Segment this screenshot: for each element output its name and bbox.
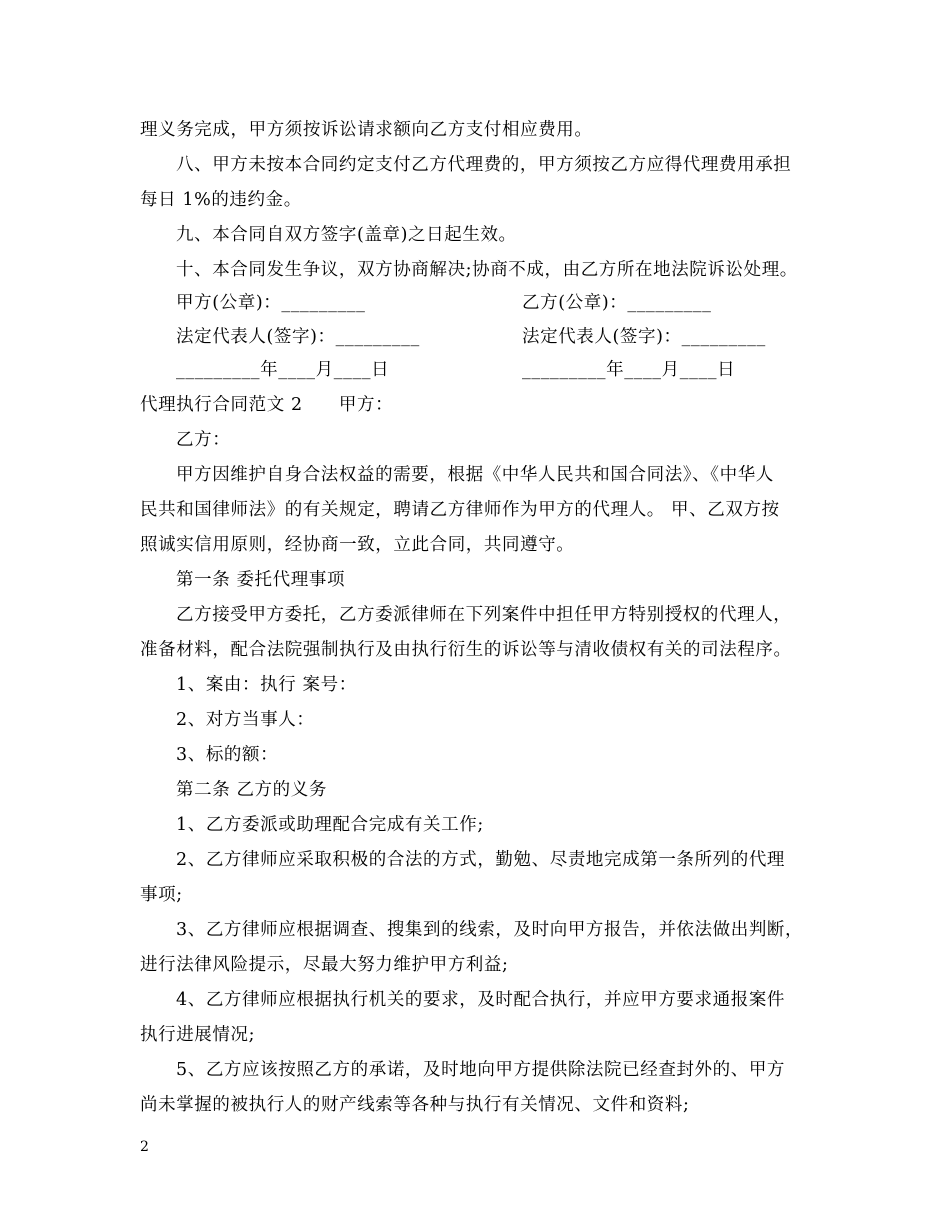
text-line: 2、乙方律师应采取积极的合法的方式，勤勉、尽责地完成第一条所列的代理: [176, 850, 786, 870]
text-line: 理义务完成，甲方须按诉讼请求额向乙方支付相应费用。: [140, 120, 593, 140]
party-b-seal: 乙方(公章)：_________: [522, 293, 712, 313]
text-line: 3、标的额：: [176, 745, 279, 765]
party-b-representative: 法定代表人(签字)：_________: [522, 327, 766, 347]
text-line: 事项;: [140, 885, 183, 905]
text-line: 进行法律风险提示，尽最大努力维护甲方利益;: [140, 955, 509, 975]
text-line: 1、乙方委派或助理配合完成有关工作;: [176, 815, 484, 835]
text-line: 3、乙方律师应根据调查、搜集到的线索，及时向甲方报告，并依法做出判断，: [176, 920, 804, 940]
party-b-date: _________年____月____日: [522, 360, 736, 380]
text-line: 尚未掌握的被执行人的财产线索等各种与执行有关情况、文件和资料;: [140, 1095, 690, 1115]
party-a-representative: 法定代表人(签字)：_________: [176, 327, 420, 347]
text-line: 执行进展情况;: [140, 1025, 256, 1045]
text-line: 1、案由：执行 案号：: [176, 675, 357, 695]
text-line: 十、本合同发生争议，双方协商解决;协商不成，由乙方所在地法院诉讼处理。: [176, 260, 798, 280]
text-line: 甲方因维护自身合法权益的需要，根据《中华人民共和国合同法》、《中华人: [176, 465, 774, 485]
section-title: 代理执行合同范文 2 甲方：: [140, 395, 394, 415]
party-a-date: _________年____月____日: [176, 360, 390, 380]
text-line: 每日 1%的违约金。: [140, 190, 302, 210]
text-line: 乙方接受甲方委托，乙方委派律师在下列案件中担任甲方特别授权的代理人，: [176, 605, 792, 625]
text-line: 乙方：: [176, 430, 231, 450]
text-line: 5、乙方应该按照乙方的承诺，及时地向甲方提供除法院已经查封外的、甲方: [176, 1060, 786, 1080]
text-line: 4、乙方律师应根据执行机关的要求，及时配合执行，并应甲方要求通报案件: [176, 990, 786, 1010]
text-line: 八、甲方未按本合同约定支付乙方代理费的，甲方须按乙方应得代理费用承担: [176, 155, 792, 175]
text-line: 2、对方当事人：: [176, 710, 315, 730]
text-line: 准备材料，配合法院强制执行及由执行衍生的诉讼等与清收债权有关的司法程序。: [140, 640, 792, 660]
text-line: 九、本合同自双方签字(盖章)之日起生效。: [176, 225, 517, 245]
article-heading: 第一条 委托代理事项: [176, 570, 346, 590]
article-heading: 第二条 乙方的义务: [176, 780, 327, 800]
text-line: 民共和国律师法》的有关规定，聘请乙方律师作为甲方的代理人。 甲、乙双方按: [140, 500, 780, 520]
page-number: 2: [140, 1139, 149, 1155]
party-a-seal: 甲方(公章)：_________: [176, 293, 366, 313]
text-line: 照诚实信用原则，经协商一致，立此合同，共同遵守。: [140, 535, 575, 555]
